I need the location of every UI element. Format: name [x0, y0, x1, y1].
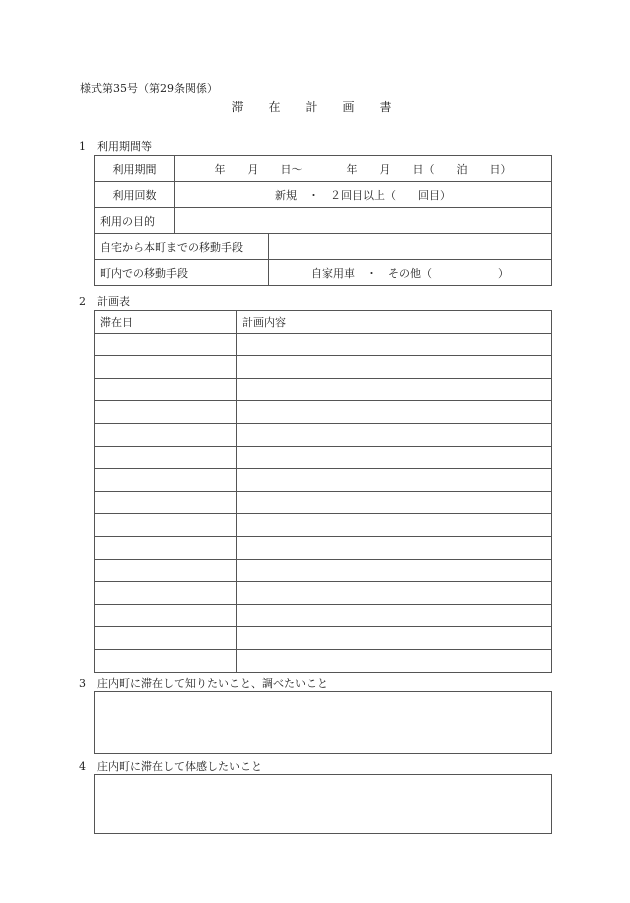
plan-content-cell[interactable]	[237, 627, 552, 650]
transport-town-label: 町内での移動手段	[95, 260, 269, 286]
transport-home-label: 自宅から本町までの移動手段	[95, 234, 269, 260]
table-row	[95, 401, 552, 424]
stay-date-cell[interactable]	[95, 514, 237, 537]
section4-heading: 4 庄内町に滞在して体感したいこと	[79, 760, 262, 773]
plan-content-cell[interactable]	[237, 536, 552, 559]
table-row	[95, 333, 552, 356]
plan-content-cell[interactable]	[237, 469, 552, 492]
stay-date-cell[interactable]	[95, 559, 237, 582]
plan-content-cell[interactable]	[237, 356, 552, 379]
col-plan-header: 計画内容	[237, 311, 552, 334]
stay-date-cell[interactable]	[95, 423, 237, 446]
section3-textarea[interactable]	[94, 691, 552, 754]
stay-date-cell[interactable]	[95, 627, 237, 650]
table-row	[95, 582, 552, 605]
plan-table	[94, 310, 552, 673]
plan-content-cell[interactable]	[237, 514, 552, 537]
table-row	[95, 514, 552, 537]
col-date-header: 滞在日	[95, 311, 237, 334]
stay-date-cell[interactable]	[95, 649, 237, 672]
table-row	[95, 423, 552, 446]
plan-content-cell[interactable]	[237, 649, 552, 672]
stay-date-cell[interactable]	[95, 356, 237, 379]
section1-heading: 1 利用期間等	[79, 140, 152, 153]
plan-content-cell[interactable]	[237, 333, 552, 356]
stay-date-cell[interactable]	[95, 536, 237, 559]
plan-content-cell[interactable]	[237, 582, 552, 605]
stay-date-cell[interactable]	[95, 333, 237, 356]
table-row	[95, 559, 552, 582]
plan-content-cell[interactable]	[237, 401, 552, 424]
table-row	[95, 469, 552, 492]
table-row	[95, 446, 552, 469]
section4-textarea[interactable]	[94, 774, 552, 834]
plan-content-cell[interactable]	[237, 604, 552, 627]
purpose-label: 利用の目的	[95, 208, 175, 234]
stay-date-cell[interactable]	[95, 378, 237, 401]
plan-content-cell[interactable]	[237, 491, 552, 514]
period-label: 利用期間	[95, 156, 175, 182]
usage-table	[94, 155, 552, 286]
table-row	[95, 536, 552, 559]
section3-heading: 3 庄内町に滞在して知りたいこと、調べたいこと	[79, 677, 328, 690]
table-row	[95, 378, 552, 401]
table-row	[95, 627, 552, 650]
stay-date-cell[interactable]	[95, 491, 237, 514]
transport-home-field[interactable]	[269, 234, 552, 260]
count-label: 利用回数	[95, 182, 175, 208]
stay-date-cell[interactable]	[95, 446, 237, 469]
plan-content-cell[interactable]	[237, 378, 552, 401]
purpose-field[interactable]	[175, 208, 552, 234]
page-title: 滞在計画書	[231, 100, 417, 114]
stay-date-cell[interactable]	[95, 469, 237, 492]
form-number: 様式第35号（第29条関係）	[80, 82, 218, 95]
plan-content-cell[interactable]	[237, 559, 552, 582]
transport-town-field[interactable]: 自家用車 ・ その他（ ）	[269, 260, 552, 286]
plan-content-cell[interactable]	[237, 446, 552, 469]
stay-date-cell[interactable]	[95, 604, 237, 627]
table-row	[95, 649, 552, 672]
table-row	[95, 604, 552, 627]
plan-content-cell[interactable]	[237, 423, 552, 446]
table-row	[95, 491, 552, 514]
stay-date-cell[interactable]	[95, 401, 237, 424]
count-field[interactable]: 新規 ・ ２回目以上（ 回目）	[175, 182, 552, 208]
section2-heading: 2 計画表	[79, 295, 130, 308]
period-field[interactable]: 年 月 日〜 年 月 日（ 泊 日）	[175, 156, 552, 182]
stay-date-cell[interactable]	[95, 582, 237, 605]
table-row	[95, 356, 552, 379]
